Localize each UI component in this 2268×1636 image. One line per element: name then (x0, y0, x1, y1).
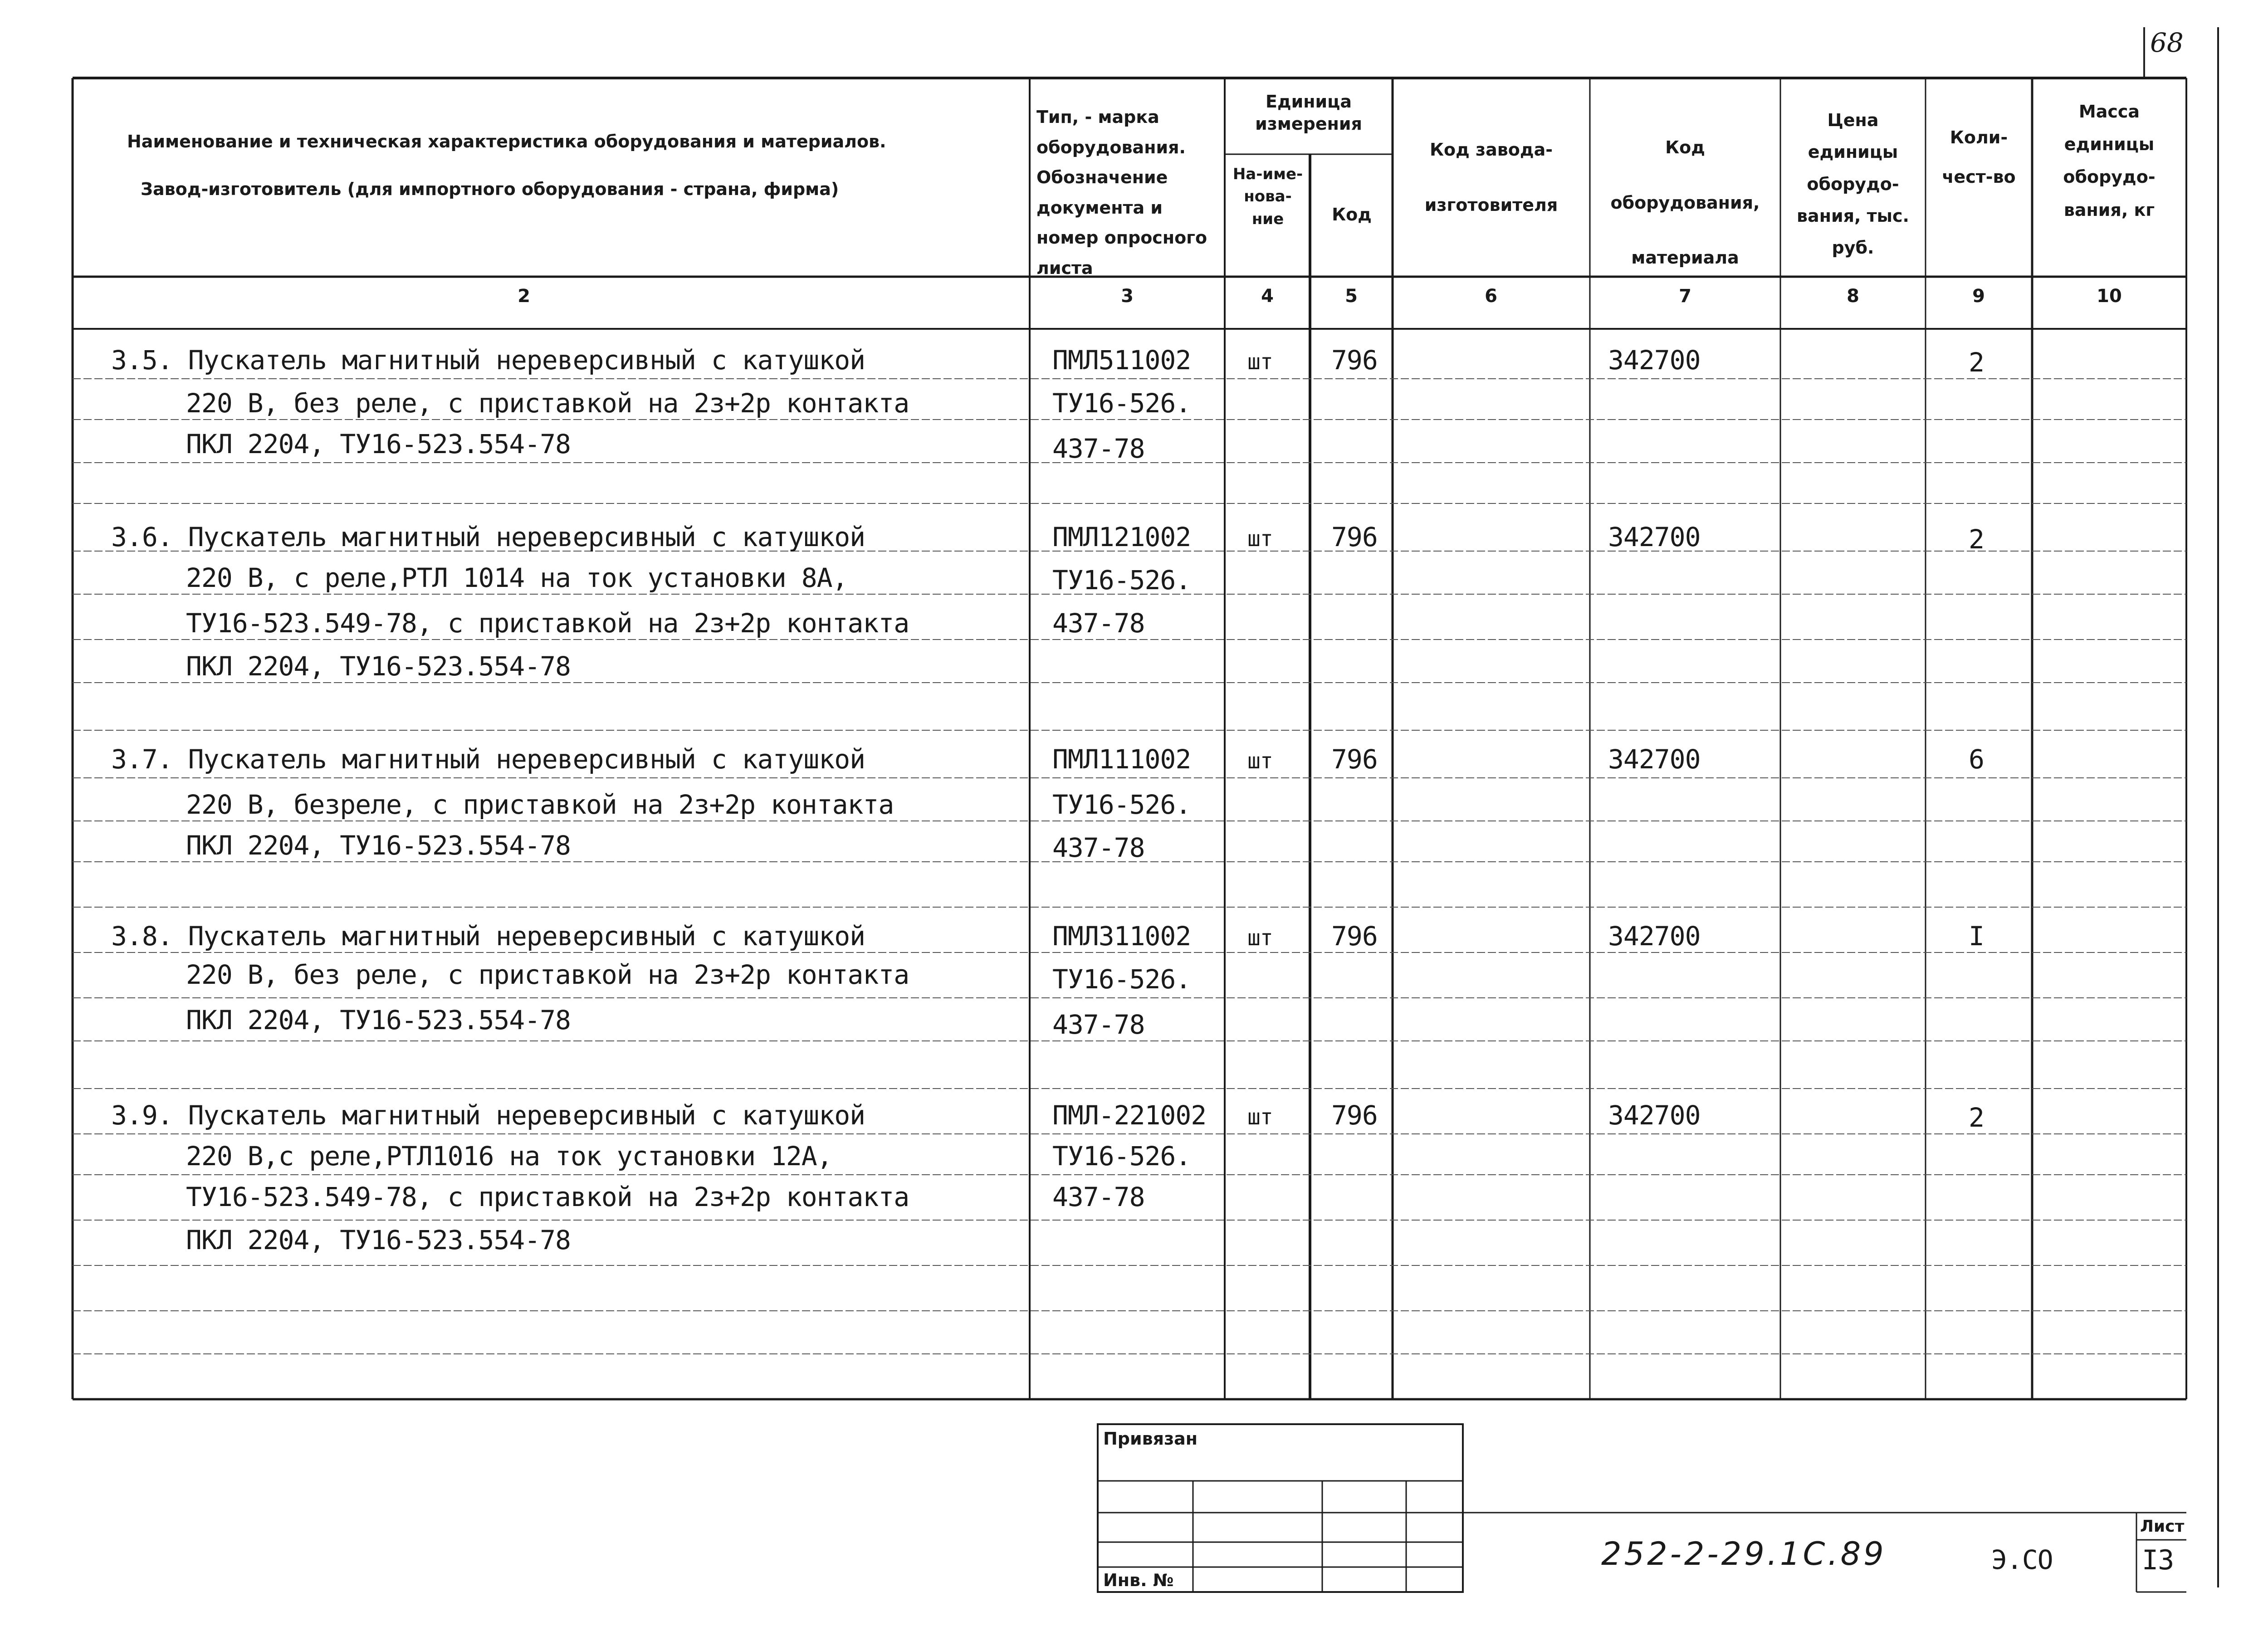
item-description-line: ПКЛ 2204, ТУ16-523.554-78 (186, 651, 571, 682)
item-quantity: 2 (1969, 524, 1984, 555)
item-description-line: 220 В, без реле, с приставкой на 2з+2р контакта (186, 388, 909, 419)
item-equipment-code: 342700 (1608, 921, 1701, 952)
item-equipment-code: 342700 (1608, 744, 1701, 775)
column-number: 6 (1485, 286, 1497, 307)
column-number: 9 (1972, 286, 1985, 307)
item-description-line: ТУ16-523.549-78, с приставкой на 2з+2р контакта (186, 1182, 909, 1212)
item-unit: шт (1247, 349, 1273, 375)
item-unit-code: 796 (1331, 522, 1378, 552)
stamp-inventory-number: Инв. № (1103, 1570, 1174, 1590)
header-quantity: Коли-чест-во (1942, 127, 2016, 187)
item-type: ПМЛ311002 (1052, 921, 1191, 952)
item-description-line: 3.7. Пускатель магнитный нереверсивный с катушкой (111, 744, 865, 775)
column-number: 10 (2097, 286, 2122, 307)
item-unit: шт (1247, 1104, 1273, 1130)
header-equipment-code: Код оборудования, материала (1610, 137, 1760, 268)
item-quantity: 2 (1969, 347, 1984, 378)
header-type-col: Тип, - марка оборудования. Обозначение документа и номер опросного листа (1036, 107, 1207, 278)
item-description-line: 3.9. Пускатель магнитный нереверсивный с катушкой (111, 1100, 865, 1131)
item-unit: шт (1247, 748, 1273, 774)
item-description-line: 3.8. Пускатель магнитный нереверсивный с катушкой (111, 921, 865, 952)
item-type: 437-78 (1052, 433, 1145, 464)
document-mark: Э.СО (1991, 1544, 2053, 1575)
item-quantity: I (1969, 921, 1984, 952)
item-type: 437-78 (1052, 832, 1145, 863)
header-unit-code: Код (1332, 205, 1372, 225)
item-description-line: 220 В, безреле, с приставкой на 2з+2р контакта (186, 789, 894, 820)
item-type: ТУ16-526. (1052, 565, 1191, 596)
item-type: ПМЛ511002 (1052, 345, 1191, 376)
item-type: 437-78 (1052, 1009, 1145, 1040)
column-number: 2 (518, 286, 530, 307)
item-type: ТУ16-526. (1052, 789, 1191, 820)
item-unit-code: 796 (1331, 744, 1378, 775)
item-type: 437-78 (1052, 1182, 1145, 1212)
column-number: 4 (1261, 286, 1274, 307)
column-number: 3 (1121, 286, 1134, 307)
item-description-line: 220 В,с реле,РТЛ1016 на ток установки 12А, (186, 1141, 832, 1172)
column-number: 8 (1847, 286, 1859, 307)
item-type: 437-78 (1052, 608, 1145, 639)
item-unit-code: 796 (1331, 1100, 1378, 1131)
item-type: ТУ16-526. (1052, 1141, 1191, 1172)
item-description-line: 220 В, с реле,РТЛ 1014 на ток установки 8А, (186, 562, 848, 593)
item-unit: шт (1247, 925, 1273, 951)
item-unit-code: 796 (1331, 921, 1378, 952)
stamp-privyazan: Привязан (1103, 1429, 1198, 1449)
item-description-line: ПКЛ 2204, ТУ16-523.554-78 (186, 1005, 571, 1035)
column-number: 7 (1679, 286, 1691, 307)
item-type: ТУ16-526. (1052, 388, 1191, 419)
item-description-line: ПКЛ 2204, ТУ16-523.554-78 (186, 1225, 571, 1255)
item-type: ПМЛ111002 (1052, 744, 1191, 775)
item-equipment-code: 342700 (1608, 345, 1701, 376)
sheet-number: I3 (2142, 1544, 2174, 1576)
item-description-line: 3.5. Пускатель магнитный нереверсивный с катушкой (111, 345, 865, 376)
item-unit: шт (1247, 526, 1273, 552)
item-type: ПМЛ121002 (1052, 522, 1191, 552)
header-mass: Масса единицы оборудо-вания, кг (2063, 102, 2156, 220)
item-quantity: 2 (1969, 1102, 1984, 1133)
header-unit-name: На-име-нова-ние (1232, 165, 1303, 228)
item-type: ПМЛ-221002 (1052, 1100, 1207, 1131)
item-quantity: 6 (1969, 744, 1984, 775)
item-description-line: 220 В, без реле, с приставкой на 2з+2р контакта (186, 959, 909, 990)
item-description-line: 3.6. Пускатель магнитный нереверсивный с катушкой (111, 522, 865, 552)
document-code: 252-2-29.1С.89 (1601, 1535, 1887, 1573)
item-equipment-code: 342700 (1608, 1100, 1701, 1131)
item-type: ТУ16-526. (1052, 964, 1191, 995)
sheet-label: Лист (2140, 1517, 2185, 1536)
item-description-line: ТУ16-523.549-78, с приставкой на 2з+2р контакта (186, 608, 909, 639)
item-description-line: ПКЛ 2204, ТУ16-523.554-78 (186, 830, 571, 861)
column-number: 5 (1345, 286, 1358, 307)
item-equipment-code: 342700 (1608, 522, 1701, 552)
page-number: 68 (2150, 27, 2184, 58)
header-factory-code: Код завода-изготовителя (1424, 140, 1558, 215)
header-manufacturer: Завод-изготовитель (для импортного оборудования - страна, фирма) (141, 179, 839, 199)
header-name-col: Наименование и техническая характеристика оборудования и материалов. (127, 132, 886, 151)
header-unit-col: Единица измерения (1255, 92, 1362, 134)
item-description-line: ПКЛ 2204, ТУ16-523.554-78 (186, 429, 571, 459)
item-unit-code: 796 (1331, 345, 1378, 376)
header-price: Цена единицы оборудо-вания, тыс. руб. (1797, 110, 1909, 258)
